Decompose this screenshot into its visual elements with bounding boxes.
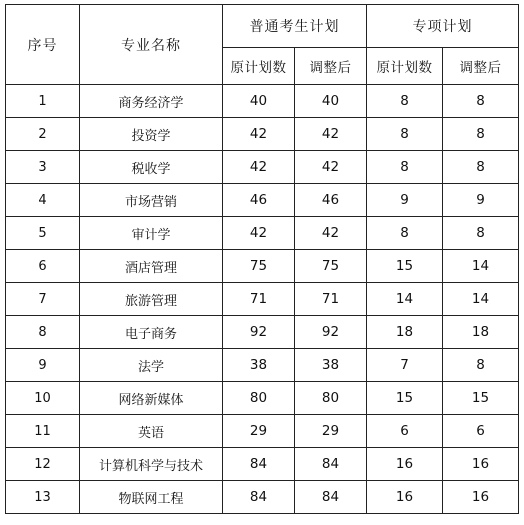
cell-general-original: 40: [223, 85, 295, 118]
cell-seq: 4: [6, 184, 80, 217]
cell-general-adjusted: 42: [295, 217, 367, 250]
cell-special-adjusted: 16: [443, 481, 519, 514]
cell-special-adjusted: 14: [443, 250, 519, 283]
cell-special-original: 16: [367, 481, 443, 514]
cell-special-adjusted: 16: [443, 448, 519, 481]
cell-major: 旅游管理: [80, 283, 223, 316]
cell-special-original: 6: [367, 415, 443, 448]
cell-special-original: 7: [367, 349, 443, 382]
table-row: [6, 250, 519, 283]
cell-seq: 3: [6, 151, 80, 184]
header-seq: 序号: [6, 5, 80, 85]
cell-special-original: 8: [367, 85, 443, 118]
cell-major: 投资学: [80, 118, 223, 151]
cell-general-original: 42: [223, 217, 295, 250]
cell-special-original: 8: [367, 217, 443, 250]
cell-seq: 9: [6, 349, 80, 382]
table-row: [6, 448, 519, 481]
cell-special-original: 9: [367, 184, 443, 217]
table-row: [6, 349, 519, 382]
cell-special-original: 8: [367, 118, 443, 151]
cell-seq: 2: [6, 118, 80, 151]
cell-major: 法学: [80, 349, 223, 382]
cell-special-adjusted: 8: [443, 85, 519, 118]
cell-general-original: 75: [223, 250, 295, 283]
cell-special-original: 18: [367, 316, 443, 349]
header-major: 专业名称: [80, 5, 223, 85]
cell-general-original: 42: [223, 118, 295, 151]
header-special-adjusted: 调整后: [443, 48, 519, 85]
cell-seq: 12: [6, 448, 80, 481]
cell-major: 商务经济学: [80, 85, 223, 118]
table-row: [6, 217, 519, 250]
cell-general-original: 38: [223, 349, 295, 382]
table-row: [6, 85, 519, 118]
cell-special-original: 16: [367, 448, 443, 481]
cell-special-adjusted: 8: [443, 349, 519, 382]
header-general-adjusted: 调整后: [295, 48, 367, 85]
cell-special-original: 14: [367, 283, 443, 316]
header-special-original: 原计划数: [367, 48, 443, 85]
cell-seq: 10: [6, 382, 80, 415]
cell-major: 电子商务: [80, 316, 223, 349]
header-special-plan: 专项计划: [367, 5, 519, 48]
cell-general-original: 29: [223, 415, 295, 448]
cell-seq: 1: [6, 85, 80, 118]
cell-general-original: 46: [223, 184, 295, 217]
table-row: [6, 415, 519, 448]
cell-special-original: 15: [367, 382, 443, 415]
header-row-groups: [6, 5, 519, 48]
cell-general-original: 84: [223, 481, 295, 514]
cell-special-adjusted: 6: [443, 415, 519, 448]
cell-seq: 7: [6, 283, 80, 316]
cell-major: 网络新媒体: [80, 382, 223, 415]
table-body: [6, 85, 519, 514]
cell-major: 英语: [80, 415, 223, 448]
cell-special-adjusted: 8: [443, 118, 519, 151]
cell-general-adjusted: 71: [295, 283, 367, 316]
cell-special-adjusted: 8: [443, 151, 519, 184]
cell-special-adjusted: 8: [443, 217, 519, 250]
cell-general-original: 84: [223, 448, 295, 481]
table-row: [6, 118, 519, 151]
cell-general-adjusted: 29: [295, 415, 367, 448]
cell-general-adjusted: 92: [295, 316, 367, 349]
cell-general-adjusted: 84: [295, 448, 367, 481]
cell-general-adjusted: 40: [295, 85, 367, 118]
table-row: [6, 283, 519, 316]
cell-general-adjusted: 46: [295, 184, 367, 217]
cell-seq: 6: [6, 250, 80, 283]
cell-special-adjusted: 15: [443, 382, 519, 415]
table-row: [6, 151, 519, 184]
cell-special-adjusted: 18: [443, 316, 519, 349]
cell-major: 市场营销: [80, 184, 223, 217]
cell-general-adjusted: 38: [295, 349, 367, 382]
cell-major: 物联网工程: [80, 481, 223, 514]
table-row: [6, 316, 519, 349]
header-general-original: 原计划数: [223, 48, 295, 85]
cell-special-original: 8: [367, 151, 443, 184]
cell-general-original: 80: [223, 382, 295, 415]
cell-major: 审计学: [80, 217, 223, 250]
table-row: [6, 184, 519, 217]
cell-special-adjusted: 14: [443, 283, 519, 316]
cell-special-original: 15: [367, 250, 443, 283]
table-row: [6, 481, 519, 514]
cell-seq: 13: [6, 481, 80, 514]
cell-seq: 11: [6, 415, 80, 448]
header-general-plan: 普通考生计划: [223, 5, 367, 48]
table-row: [6, 382, 519, 415]
cell-general-original: 92: [223, 316, 295, 349]
cell-seq: 8: [6, 316, 80, 349]
cell-general-adjusted: 80: [295, 382, 367, 415]
cell-major: 酒店管理: [80, 250, 223, 283]
cell-general-adjusted: 42: [295, 118, 367, 151]
cell-general-original: 71: [223, 283, 295, 316]
cell-major: 计算机科学与技术: [80, 448, 223, 481]
cell-special-adjusted: 9: [443, 184, 519, 217]
cell-general-adjusted: 42: [295, 151, 367, 184]
cell-seq: 5: [6, 217, 80, 250]
table-header: [6, 5, 519, 85]
cell-general-adjusted: 84: [295, 481, 367, 514]
cell-general-adjusted: 75: [295, 250, 367, 283]
cell-general-original: 42: [223, 151, 295, 184]
enrollment-plan-table: [5, 4, 519, 514]
cell-major: 税收学: [80, 151, 223, 184]
